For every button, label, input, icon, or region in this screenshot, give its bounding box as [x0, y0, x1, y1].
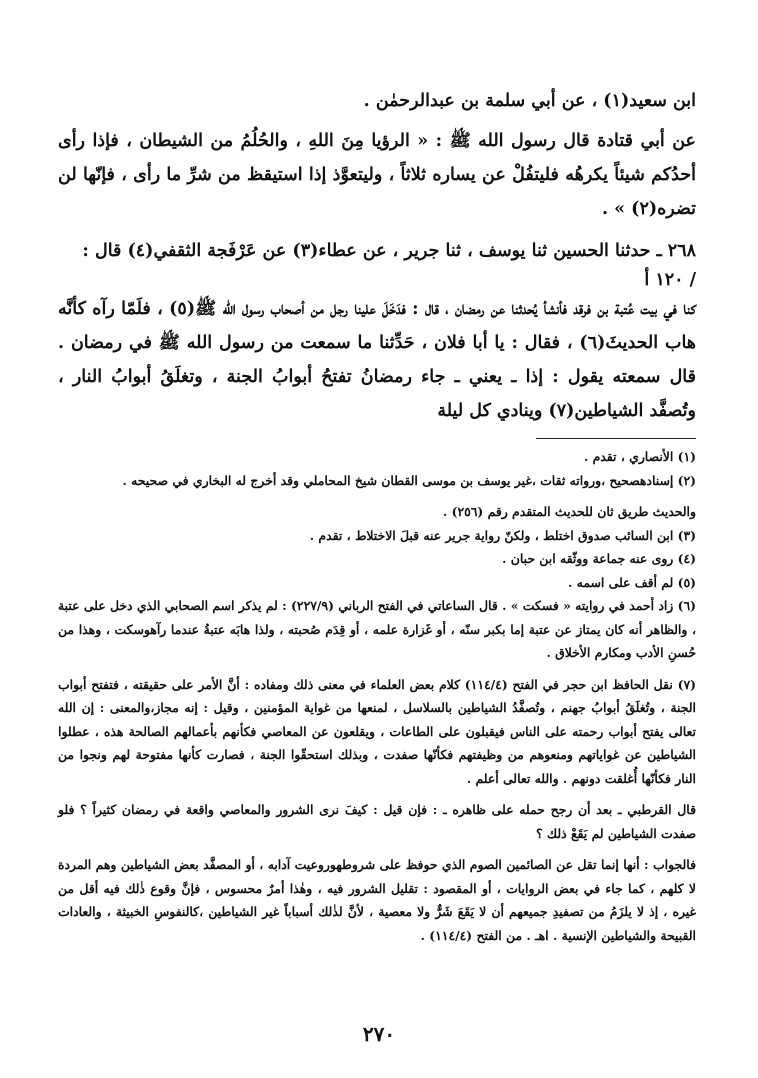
footnotes [58, 445, 696, 947]
footnote-4: (٤) روى عنه جماعة ووثّقه ابن حبان . [502, 551, 696, 566]
footnote-7: (٧) نقل الحافظ ابن حجر في الفتح (١١٤/٤) كلام بعض العلماء في معنى ذلك ومفاده : أنَّ الأمر على حقيقته ، فتفتح أبواب الجنة ، وتُغلَقُ أبوابُ جهنم ، وتُصفَّدُ الشياطين بالسلاسل ، لمنعها من غواية المؤمنين ، وقيل : إنه مجاز،والمعنى : إن الله تعالى يفتح أبواب رحمته على الناس فيقبلون على الطاعات ، ويقلعون عن المعاصي فكأنهم بأعمالهم الصالحة هذه ، عطلوا الشياطين عن غواياتهم ومنعوهم من وظيفتهم فكأنّها صفدت ، وبذلك استحقّوا الجنة ، فصارت كأنها مفتوحة لهم ونجوا من النار فكأنّها أُغلقت دونهم . والله تعالى أعلم . [58, 676, 696, 786]
footnote-3: (٣) ابن السائب صدوق اختلط ، ولكنّ رواية جرير عنه قبلَ الاختلاط ، تقدم . [309, 527, 696, 543]
page-number: ٢٧٠ [362, 1022, 396, 1046]
footnote-2-continued: والحديث طريق ثان للحديث المتقدم رقم (٢٥٦) . [442, 504, 696, 519]
footnote-7-answer: فالجواب : أنها إنما تقل عن الصائمين الصوم الذي حوفظ على شروطهوروعيت آدابه ، أو المصفَّد بعض الشياطين وهم المردة لا كلهم ، كما جاء في بعض الروايات ، أو المقصود : تقليل الشرور فيه ، وهٰذا أمرٌ محسوس ، فإنَّ وقوع ذٰلك فيه أقل من غيره ، إذ لا يلزَمُ من تصفيدِ جميعهم أن لا يَقَعَ شَرٌّ ولا معصية ، لأنَّ لذٰلك أسباباً غير الشياطين ،كالنفوسِ الخبيثة ، والعادات القبيحة والشياطين الإنسية . اهـ . من الفتح (١١٤/٤) . [58, 857, 697, 943]
footnote-2: (٢) إسنادهصحيح ،ورواته ثقات ،غير يوسف بن موسى القطان شيخ المحاملي وقد أخرج له البخاري في صحيحه . [122, 472, 696, 488]
footnote-separator [536, 438, 696, 439]
manuscript-folio-ref: / ١٢٠ أ [644, 270, 696, 290]
hadith-268-body: كنا في بيت عُتبة بن فرقد فأنشأ يُحدثنا عن رمضان ، قال : فدَخَلَ علينا رجل من أصحاب رسول الله ﷺ(٥) ، فلَمّا رآه كأنَّه هاب الحديثَ(٦) ، فقال : يا أبا فلان ، حَدِّثنا ما سمعت من رسول الله ﷺ في رمضان . قال سمعته يقول : إذا ـ يعني ـ جاء رمضانُ تفتحُ أبوابُ الجنة ، وتغلَقُ أبوابُ النار ، وتُصفَّد الشياطين(٧) وينادي كل ليلة [58, 299, 697, 421]
footnote-5: (٥) لم أقف على اسمه . [568, 574, 696, 590]
hadith-267: عن أبي قتادة قال رسول الله ﷺ : « الرؤيا مِنَ اللهِ ، والحُلُمُ من الشيطان ، فإذا رأى أحدُكم شيئاً يكرهُه فليتفُلْ عن يساره ثلاثاً ، وليتعوَّذ إذا استيقظ من شرِّ ما رأى ، فإنّها لن تضره(٢) » . [58, 131, 696, 219]
footnote-7-qurtubi: قال القرطبي ـ بعد أن رجح حمله على ظاهره ـ : فإن قيل : كيفَ نرى الشرور والمعاصي واقعة في رمضان كثيراً ؟ فلو صفدت الشياطين لم يَقَعْ ذلك ؟ [58, 802, 696, 841]
narration-line: ابن سعيد(١) ، عن أبي سلمة بن عبدالرحمٰن . [363, 91, 696, 111]
footnote-6: (٦) زاد أحمد في روايته « فسكت » . قال الساعاتي في الفتح الرباني (٢٢٧/٩) : لم يذكر اسم الصحابي الذي دخل على عتبة ، والظاهر أنه كان يمتاز عن عتبة إما بكبر سنّه ، أو غَزارة علمه ، أو قِدَم صُحبته ، ولذا هابَه عتبةُ عندما رآهوسكت ، وهذا من حُسنِ الأدب ومكارم الأخلاق . [58, 598, 696, 660]
main-text [58, 84, 696, 428]
footnote-1: (١) الأنصاري ، تقدم . [583, 449, 696, 464]
hadith-268-header: ٢٦٨ ـ حدثنا الحسين ثنا يوسف ، ثنا جرير ، عن عطاء(٣) عن عَرْفَجة الثقفي(٤) قال : [82, 241, 696, 261]
